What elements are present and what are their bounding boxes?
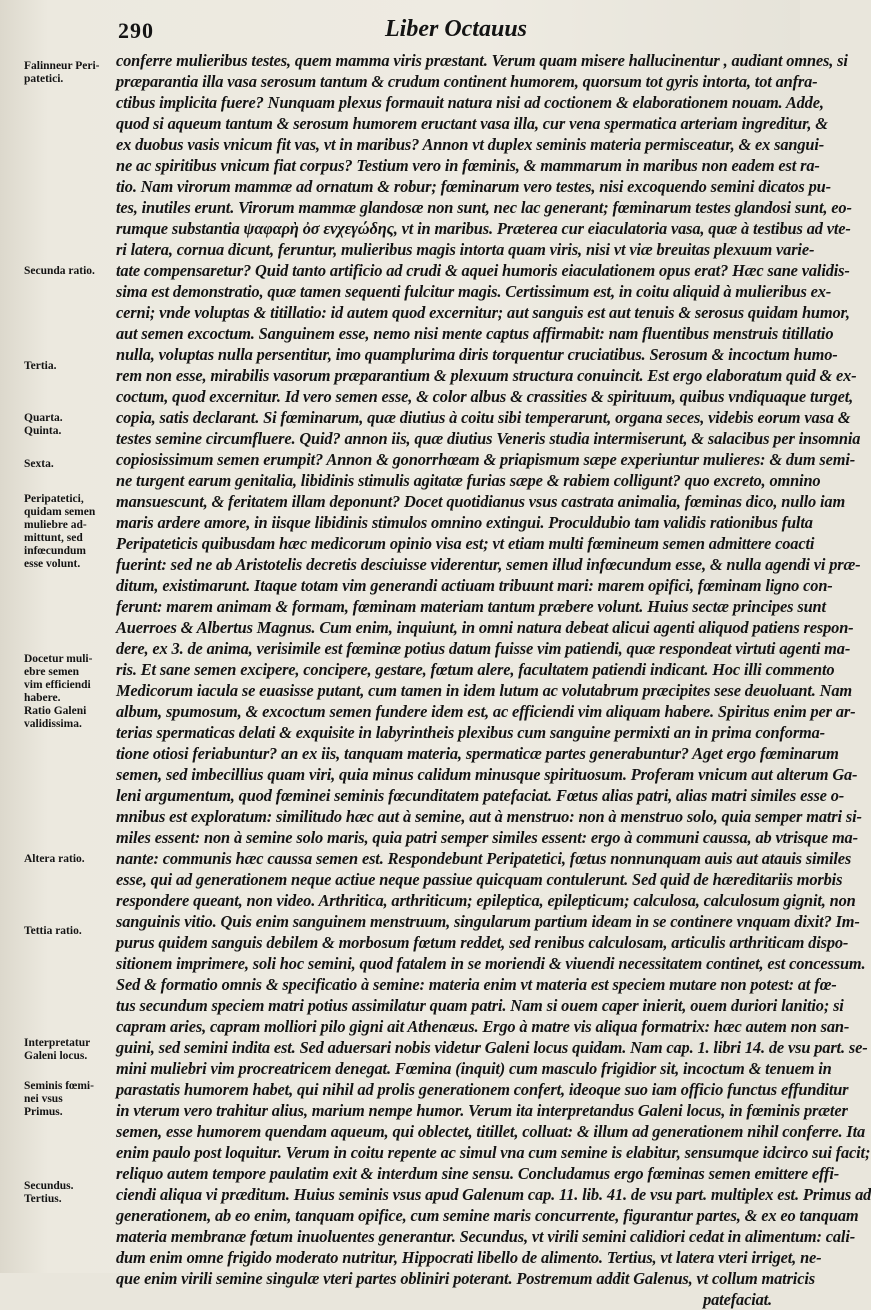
text-line: purus quidem sanguis debilem & morbosum fœtum reddet, sed renibus calculosam, articulis arthriticam dispo-: [116, 933, 849, 952]
text-line: rumque substantia ψαφαρὴ ὀσ ενχεγώδης, vt in maribus. Præterea cur eiaculatoria vasa, quæ à testibus ad vte-: [116, 219, 851, 238]
running-head: Liber Octauus: [385, 16, 528, 42]
margin-note: Tertia.: [24, 360, 57, 372]
text-line: guini, sed semini indita est. Sed aduersari nobis videtur Galeni locus quidam. Nam cap. 1. libri 14. de vsu part. se-: [116, 1038, 868, 1057]
text-line: reliquo autem tempore paulatim exit & interdum sine sensu. Concludamus ergo fœminas semen emittere effi-: [116, 1164, 840, 1183]
text-line: Auerroes & Albertus Magnus. Cum enim, inquiunt, in omni natura debeat alicui agenti aliquod patiens respon-: [116, 618, 854, 637]
text-line: parastatis humorem habet, qui nihil ad prolis generationem confert, ideoque suo iam officio functus effunditur: [116, 1080, 849, 1099]
text-line: copiosissimum semen erumpit? Annon & gonorrhœam & priapismum sæpe experiuntur mulieres: & dum semi-: [116, 450, 856, 469]
margin-note: Sexta.: [24, 458, 54, 470]
text-line: ne turgent earum genitalia, libidinis stimulis agitatæ furias sæpe & rabiem colligunt? quo excreto, omnino: [116, 471, 821, 490]
text-line: tio. Nam virorum mammæ ad ornatum & robur; fœminarum vero testes, nisi excoquendo semini dicatos pu-: [116, 177, 831, 196]
text-line: ciendi aliqua vi præditum. Huius seminis vsus apud Galenum cap. 11. lib. 41. de vsu part. multiplex est. Primus ad: [116, 1185, 871, 1204]
text-line: respondere queant, non video. Arthritica, arthriticum; epileptica, epilepticum; calculosa, calculosum gignit, non: [116, 891, 856, 910]
body-text: [116, 50, 871, 1310]
text-line: nante: communis hæc caussa semen est. Respondebunt Peripatetici, fœtus nonnunquam auis aut atauis similes: [116, 849, 852, 868]
text-line: mansuescunt, & feritatem illam deponunt? Docet quotidianus vsus castrata animalia, fœminas dico, nullo iam: [116, 492, 846, 511]
text-line: generationem, ab eo enim, tanquam opifice, cum semine maris concurrente, figurantur partes, & ex eo tanquam: [116, 1206, 859, 1225]
margin-note: Secunda ratio.: [24, 265, 95, 277]
text-line: ctibus implicita fuere? Nunquam plexus formauit natura nisi ad coctionem & elaborationem nouam. Adde,: [116, 93, 824, 112]
text-line: tus secundum speciem matri potius assimilatur quam patri. Nam si ouem caper inierit, ouem duriori lanitio; si: [116, 996, 844, 1015]
text-line: mnibus est exploratum: similitudo hæc aut à semine, aut à menstruo: non à menstruo solo, quia semper matri si-: [116, 807, 862, 826]
text-line: Peripateticis quibusdam hæc medicorum opinio visa est; vt etiam multi fœmineum semen admittere coacti: [116, 534, 815, 553]
text-line: copia, satis declarant. Si fœminarum, quæ diutius à coitu sibi temperarunt, organa seces, videbis eorum vasa &: [116, 408, 851, 427]
text-line: tione otiosi feriabuntur? an ex iis, tanquam materia, spermaticæ partes generabuntur? Aget ergo fœminarum: [116, 744, 839, 763]
text-line: leni argumentum, quod fœminei seminis fœcunditatem patefaciat. Fœtus alias patri, alias matri similes esse o-: [116, 786, 845, 805]
text-line: cerni; vnde voluptas & titillatio: id autem quod excernitur; aut sanguis est aut tenuis & serosus quidam humor,: [116, 303, 850, 322]
text-line: Sed & formatio omnis & specificatio à semine: materia enim vt materia est speciem mutare non potest: at fœ-: [116, 975, 837, 994]
text-line: capram aries, capram molliori pilo gigni ait Athenæus. Ergo à matre vis aliqua formatrix: hæc autem non san-: [116, 1017, 850, 1036]
text-line: sitionem imprimere, soli hoc semini, quod fatalem in se moriendi & viuendi necessitatem continet, est concessum.: [116, 954, 866, 973]
text-line: miles essent: non à semine solo maris, quia patri semper similes essent: ergo à communi caussa, ab vtrisque ma-: [116, 828, 858, 847]
text-line: terias spermaticas delati & exquisite in labyrintheis plexibus cum sanguine permixti an in prima conforma-: [116, 723, 825, 742]
text-line: semen, sed imbecillius quam viri, quia minus calidum minusque spirituosum. Proferam vnicum aut alterum Ga-: [116, 765, 858, 784]
text-line: materia membranæ fœtum inuoluentes generantur. Secundus, vt virili semini calidiori cedat in alimentum: cali-: [116, 1227, 856, 1246]
text-line: que enim virili semine singulæ vteri partes obliniri poterant. Postremum addit Galenus, vt collum matricis: [116, 1269, 815, 1288]
text-line: maris ardere amore, in iisque libidinis stimulos omnino extingui. Proculdubio tam validis rationibus fulta: [116, 513, 813, 532]
text-line: ferunt: marem animam & formam, fœminam materiam tantum præbere volunt. Huius sectæ principes sunt: [116, 597, 826, 616]
text-line: nulla, voluptas nulla persentitur, imo quamplurima diris torquentur cruciatibus. Serosum & incoctum humo-: [116, 345, 838, 364]
text-line: enim paulo post loquitur. Verum in coitu repente ac simul vna cum semine is elabitur, sensumque idcirco sui facit;: [116, 1143, 871, 1162]
text-line: tate compensaretur? Quid tanto artificio ad crudi & aquei humoris eiaculationem opus erat? Hæc sane validis-: [116, 261, 850, 280]
text-line: coctum, quod excernitur. Id vero semen esse, & color albus & crassities & spirituum, quibus vndiquaque turget,: [116, 387, 854, 406]
page-number: 290: [118, 18, 154, 43]
text-line: dere, ex 3. de anima, verisimile est fœminæ potius datum fuisse vim patiendi, quæ respondeat virtuti agenti ma-: [116, 639, 851, 658]
text-line: sima est demonstratio, quæ tamen sequenti fulcitur magis. Certissimum est, in coitu aliquid à mulieribus ex-: [116, 282, 832, 301]
text-line: album, spumosum, & excoctum semen fundere idem est, ac efficiendi vim aliquam habere. Spiritus enim per ar-: [116, 702, 856, 721]
text-line: quod si aqueum tantum & serosum humorem eructant vasa illa, cur vena spermatica arteriam ingreditur, &: [116, 114, 828, 133]
margin-note: Seminis fœmi- nei vsus Primus.: [24, 1080, 94, 1118]
margin-note: Interpretatur Galeni locus.: [24, 1037, 91, 1062]
margin-note: Peripatetici, quidam semen muliebre ad- mittunt, sed infœcundum esse volunt.: [24, 493, 96, 570]
text-line: mini muliebri vim procreatricem denegat. Fœmina (inquit) cum masculo frigidior sit, incoctum & tenuem in: [116, 1059, 832, 1078]
text-line: patefaciat.: [703, 1290, 772, 1309]
text-line: præparantia illa vasa serosum tantum & crudum continent humorem, quorsum tot gyris intorta, tot anfra-: [116, 72, 818, 91]
text-line: tes, inutiles erunt. Virorum mammæ glandosæ non sunt, nec lac generant; fœminarum testes glandosi sunt, eo-: [116, 198, 852, 217]
margin-note: Tettia ratio.: [24, 925, 82, 937]
text-line: aut semen excoctum. Sanguinem esse, nemo nisi mente captus affirmabit: nam fluentibus menstruis titillatio: [116, 324, 834, 343]
text-line: ri latera, cornua dicunt, feruntur, mulieribus magis intorta quam viris, nisi vt viæ breuitas plexuum varie-: [116, 240, 815, 259]
text-line: conferre mulieribus testes, quem mamma viris præstant. Verum quam misere hallucinentur , audiant omnes, si: [116, 51, 848, 70]
margin-note: Falinneur Peri- patetici.: [24, 60, 100, 85]
margin-note: Quarta. Quinta.: [24, 412, 63, 437]
text-line: in vterum vero trahitur alius, marium nempe humor. Verum ita interpretandus Galeni locus, in fœminis præter: [116, 1101, 848, 1120]
text-line: dum enim omne frigido moderato nutritur, Hippocrati libello de alimento. Tertius, vt latera vteri irriget, ne-: [116, 1248, 822, 1267]
text-line: semen, esse humorem quendam aqueum, qui oblectet, titillet, colluat: & illum ad generationem nihil conferre. Ita: [116, 1122, 866, 1141]
text-line: ditum, existimarunt. Itaque totam vim generandi actiuam tribuunt mari: marem opifici, fœminam ligno con-: [116, 576, 833, 595]
margin-notes: [0, 0, 112, 1273]
margin-note: Altera ratio.: [24, 853, 85, 865]
text-line: Medicorum iacula se euasisse putant, cum tamen in idem lutum ac volutabrum præcipites sese deuoluant. Nam: [116, 681, 853, 700]
text-line: ex duobus vasis vnicum fit vas, vt in maribus? Annon vt duplex seminis materia permisceatur, & ex sangui-: [116, 135, 825, 154]
text-line: esse, qui ad generationem neque actiue neque passiue quicquam contulerunt. Sed quid de hæreditariis morbis: [116, 870, 843, 889]
text-line: testes semine circumfluere. Quid? annon iis, quæ diutius Veneris studia intermiserunt, & salacibus per insomnia: [116, 429, 861, 448]
text-line: ris. Et sane semen excipere, concipere, gestare, fœtum alere, facultatem patiendi indicant. Hoc illi commento: [116, 660, 835, 679]
margin-note: Docetur muli- ebre semen vim efficiendi habere. Ratio Galeni validissima.: [24, 653, 93, 730]
text-line: ne ac spiritibus vnicum fiat corpus? Testium vero in fœminis, & mammarum in maribus non eadem est ra-: [116, 156, 820, 175]
text-line: rem non esse, mirabilis vasorum præparantium & plexuum structura conuincit. Est ergo elaboratum quid & ex-: [116, 366, 857, 385]
text-line: sanguinis vitio. Quis enim sanguinem menstruum, singularum partium ideam in se continere vnquam dixit? Im-: [116, 912, 860, 931]
text-line: fuerint: sed ne ab Aristotelis decretis desciuisse viderentur, semen illud infœcundum esse, & nulla agendi vi præ-: [116, 555, 861, 574]
margin-note: Secundus. Tertius.: [24, 1180, 74, 1205]
